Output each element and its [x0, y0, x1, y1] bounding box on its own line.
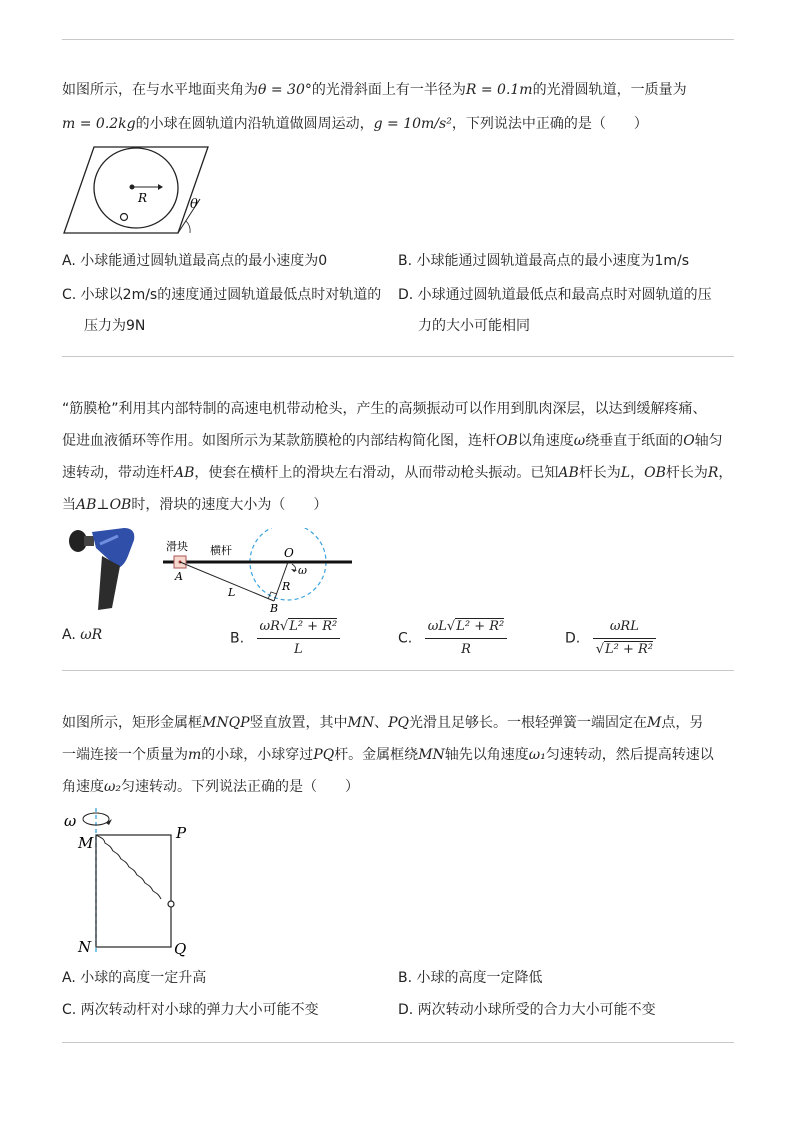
- q3-option-b[interactable]: B. 小球的高度一定降低: [398, 970, 543, 986]
- q1-stem-line2: m = 0.2kg的小球在圆轨道内沿轨道做圆周运动，g = 10m/s²，下列说法中正确的是（ ）: [62, 116, 648, 132]
- point-a-label: A: [175, 570, 183, 583]
- q2-option-a[interactable]: A. ωR: [62, 627, 103, 643]
- metal-frame: [96, 835, 171, 947]
- q2-stem-line2: 促进血液循环等作用。如图所示为某款筋膜枪的内部结构简化图，连杆OB以角速度ω绕垂直于纸面的O轴匀: [62, 433, 723, 449]
- q2-option-c[interactable]: C. $\frac{\text{ωL√L² + R²}}{R}$: [398, 617, 507, 660]
- q1-figure-incline-track: [62, 144, 212, 238]
- ball: [168, 901, 174, 907]
- length-r-label: R: [282, 580, 291, 593]
- ball: [121, 214, 128, 221]
- q2-figure-mechanism: [160, 528, 360, 618]
- q2-stem-line4: 当AB⊥OB时，滑块的速度大小为（ ）: [62, 497, 328, 513]
- massage-gun-photo: [62, 526, 142, 614]
- q1-option-a[interactable]: A. 小球能通过圆轨道最高点的最小速度为0: [62, 253, 328, 269]
- corner-q-label: Q: [174, 940, 187, 958]
- q1-stem-line1: 如图所示，在与水平地面夹角为θ = 30°的光滑斜面上有一半径为R = 0.1m的光滑圆轨道，一质量为: [62, 82, 687, 98]
- q3-stem-line2: 一端连接一个质量为m的小球，小球穿过PQ杆。金属框绕MN轴先以角速度ω₁匀速转动，然后提高转速以: [62, 747, 714, 763]
- rod-label: 横杆: [210, 544, 232, 557]
- bottom-divider: [62, 1042, 734, 1043]
- omega-label: ω: [64, 812, 77, 830]
- corner-p-label: P: [176, 824, 187, 842]
- angle-label: θ: [190, 197, 198, 212]
- q3-option-c[interactable]: C. 两次转动杆对小球的弹力大小可能不变: [62, 1002, 319, 1018]
- q2-option-d[interactable]: D. $\frac{\text{ωRL}}{\text{√L² + R²}}$: [565, 617, 656, 660]
- q2-option-b[interactable]: B. $\frac{\text{ωR√L² + R²}}{L}$: [230, 617, 340, 660]
- q1-option-c[interactable]: C. 小球以2m/s的速度通过圆轨道最低点时对轨道的: [62, 287, 382, 303]
- rod-ab: [180, 562, 274, 601]
- omega-label: ω: [298, 564, 307, 577]
- corner-m-label: M: [78, 834, 94, 852]
- q3-stem-line1: 如图所示，矩形金属框MNQP竖直放置，其中MN、PQ光滑且足够长。一根轻弹簧一端固定在M点，另: [62, 715, 704, 731]
- radius-label: R: [138, 191, 148, 205]
- slider-label: 滑块: [166, 540, 188, 553]
- gun-body: [92, 528, 134, 568]
- q3-option-d[interactable]: D. 两次转动小球所受的合力大小可能不变: [398, 1002, 656, 1018]
- point-o-label: O: [284, 546, 294, 560]
- circular-track: [94, 148, 178, 228]
- q1-option-b[interactable]: B. 小球能通过圆轨道最高点的最小速度为1m/s: [398, 253, 690, 269]
- q2-stem-line3: 速转动，带动连杆AB，使套在横杆上的滑块左右滑动，从而带动枪头振动。已知AB杆长为L，OB杆长为R，: [62, 465, 733, 481]
- length-l-label: L: [228, 586, 236, 599]
- q1-option-d[interactable]: D. 小球通过圆轨道最低点和最高点时对圆轨道的压: [398, 287, 712, 303]
- corner-n-label: N: [78, 938, 92, 956]
- divider-q1-q2: [62, 356, 734, 357]
- radius-arrow: [158, 184, 163, 190]
- q1-option-d-cont: 力的大小可能相同: [418, 318, 530, 334]
- spring: [96, 835, 161, 899]
- q3-figure-frame: [60, 806, 200, 958]
- top-divider: [62, 39, 734, 40]
- q3-stem-line3: 角速度ω₂匀速转动。下列说法正确的是（ ）: [62, 779, 360, 795]
- q2-stem-line1: “筋膜枪”利用其内部特制的高速电机带动枪头，产生的高频振动可以作用到肌肉深层，以达到缓解疼痛、: [62, 401, 707, 417]
- angle-arc: [186, 221, 190, 233]
- divider-q2-q3: [62, 670, 734, 671]
- q3-option-a[interactable]: A. 小球的高度一定升高: [62, 970, 207, 986]
- point-b-label: B: [270, 602, 279, 615]
- q1-option-c-cont: 压力为9N: [84, 318, 146, 334]
